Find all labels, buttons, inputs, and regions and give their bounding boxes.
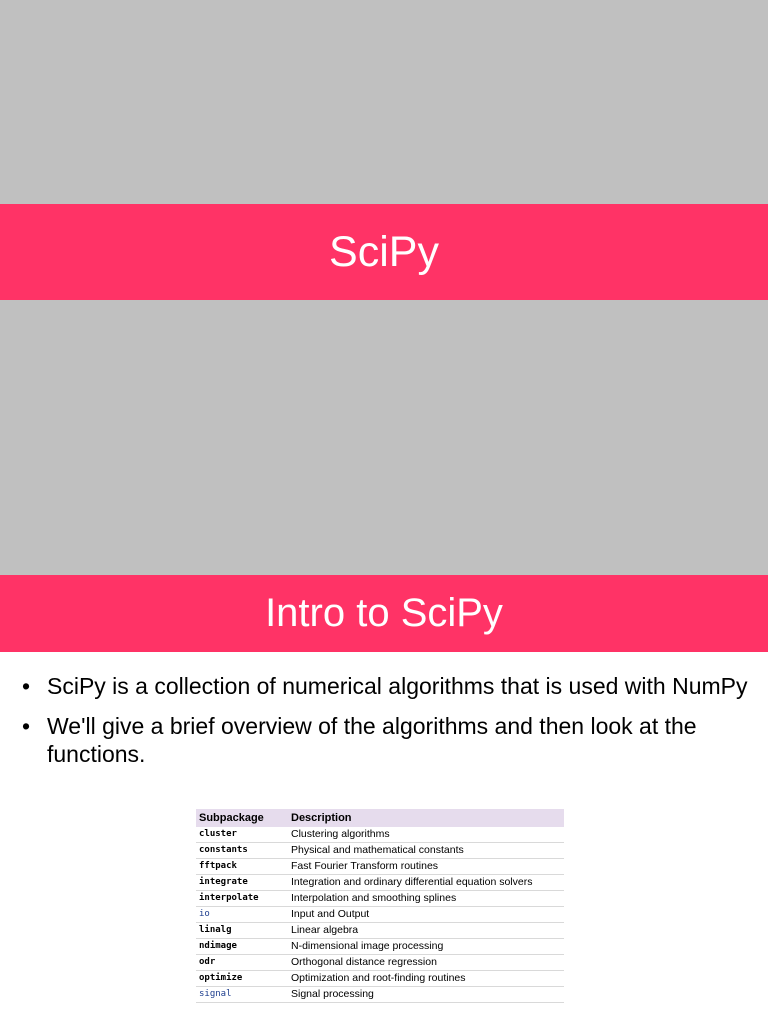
subpackage-name: interpolate: [196, 891, 288, 907]
subpackage-name: fftpack: [196, 859, 288, 875]
subpackage-description: Integration and ordinary differential equation solvers: [288, 875, 564, 891]
bullet-list: [22, 672, 752, 780]
subpackage-name: cluster: [196, 827, 288, 843]
table-row: [196, 859, 564, 875]
subpackage-description: Optimization and root-finding routines: [288, 971, 564, 987]
subpackage-name: integrate: [196, 875, 288, 891]
table-row: [196, 875, 564, 891]
bullet-item: [22, 712, 752, 768]
subpackage-description: Physical and mathematical constants: [288, 843, 564, 859]
bullet-text: SciPy is a collection of numerical algorithms that is used with NumPy: [47, 673, 748, 699]
slide-2-title: Intro to SciPy: [265, 591, 503, 635]
subpackage-description: Clustering algorithms: [288, 827, 564, 843]
subpackage-description: Orthogonal distance regression: [288, 955, 564, 971]
slide-1-title: SciPy: [329, 227, 439, 276]
table-row: [196, 923, 564, 939]
subpackage-description: N-dimensional image processing: [288, 939, 564, 955]
table-row: [196, 987, 564, 1003]
table-row: [196, 971, 564, 987]
subpackage-description: Fast Fourier Transform routines: [288, 859, 564, 875]
bullet-icon: •: [22, 713, 31, 739]
subpackage-name-link[interactable]: signal: [196, 987, 288, 1003]
subpackage-name: optimize: [196, 971, 288, 987]
table-row: [196, 955, 564, 971]
subpackage-table: [196, 809, 564, 1003]
subpackage-description: Linear algebra: [288, 923, 564, 939]
table-row: [196, 891, 564, 907]
bullet-text: We'll give a brief overview of the algorithms and then look at the functions.: [47, 713, 697, 767]
table-row: [196, 843, 564, 859]
subpackage-name-link[interactable]: io: [196, 907, 288, 923]
subpackage-description: Signal processing: [288, 987, 564, 1003]
table-header-row: [196, 809, 564, 827]
column-header-description: Description: [288, 809, 564, 827]
subpackage-name: constants: [196, 843, 288, 859]
subpackage-name: ndimage: [196, 939, 288, 955]
subpackage-description: Input and Output: [288, 907, 564, 923]
slide-1-title-band: [0, 204, 768, 300]
table-row: [196, 907, 564, 923]
subpackage-description: Interpolation and smoothing splines: [288, 891, 564, 907]
subpackage-name: odr: [196, 955, 288, 971]
column-header-subpackage: Subpackage: [196, 809, 288, 827]
bullet-icon: •: [22, 673, 31, 699]
bullet-item: [22, 672, 752, 700]
table-row: [196, 827, 564, 843]
subpackage-name: linalg: [196, 923, 288, 939]
slide-2-title-band: [0, 575, 768, 652]
table-row: [196, 939, 564, 955]
